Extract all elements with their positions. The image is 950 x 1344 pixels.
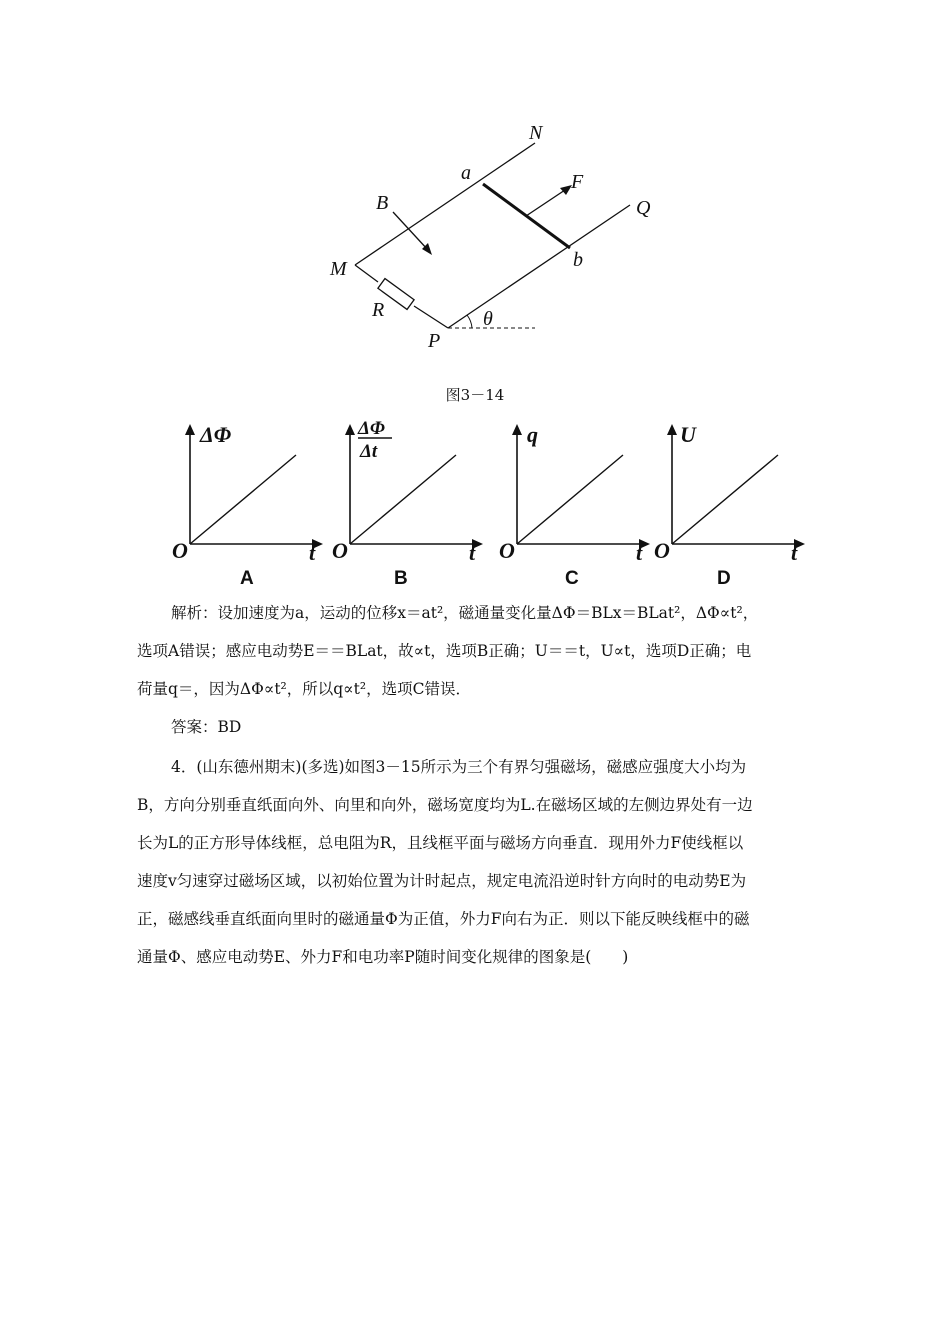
label-Q: Q — [636, 197, 651, 219]
analysis-line-3: 荷量q＝，因为ΔΦ∝t²，所以q∝t²，选项C错误． — [137, 680, 471, 698]
graph-c — [495, 420, 655, 590]
graph-d — [650, 420, 810, 590]
question-line-5: 正，磁感线垂直纸面向里时的磁通量Φ为正值，外力F向右为正．则以下能反映线框中的磁 — [137, 910, 750, 928]
figure-caption: 图3－14 — [445, 386, 505, 404]
graph-line — [517, 455, 623, 544]
question-line-3: 长为L的正方形导体线框，总电阻为R，且线框平面与磁场方向垂直．现用外力F使线框以 — [137, 834, 744, 852]
question-line-6: 通量Φ、感应电动势E、外力F和电功率P随时间变化规律的图象是( ) — [137, 948, 629, 966]
force-arrow — [526, 188, 568, 216]
origin-label: O — [499, 538, 515, 563]
analysis-line-2: 选项A错误；感应电动势E＝＝BLat，故∝t，选项B正确；U＝＝t，U∝t，选项D正确；电 — [137, 642, 752, 660]
question-line-4: 速度v匀速穿过磁场区域，以初始位置为计时起点，规定电流沿逆时针方向时的电动势E为 — [137, 872, 747, 890]
x-label: t — [469, 540, 476, 565]
wire-M-R — [355, 265, 378, 282]
graph-b — [328, 420, 488, 590]
analysis-block — [137, 594, 817, 746]
y-axis-arrow — [345, 424, 355, 435]
option-label: A — [240, 568, 254, 589]
x-label: t — [791, 540, 798, 565]
origin-label: O — [172, 538, 188, 563]
y-label-numerator: ΔΦ — [358, 420, 385, 439]
y-axis-arrow — [185, 424, 195, 435]
field-arrow — [393, 212, 428, 250]
x-label: t — [636, 540, 643, 565]
y-label: ΔΦ — [200, 422, 232, 447]
graph-line — [190, 455, 296, 544]
graph-line — [350, 455, 456, 544]
analysis-line-1: 解析：设加速度为a，运动的位移x＝at²，磁通量变化量ΔΦ＝BLx＝BLat²，ΔΦ∝t²， — [171, 604, 759, 622]
label-N: N — [529, 122, 543, 144]
question-line-1: 4．(山东德州期末)(多选)如图3－15所示为三个有界匀强磁场，磁感应强度大小均为 — [171, 758, 747, 776]
label-theta: θ — [483, 308, 493, 330]
label-M: M — [330, 258, 347, 280]
theta-arc — [467, 315, 472, 328]
y-label: q — [527, 422, 538, 447]
x-label: t — [309, 540, 316, 565]
origin-label: O — [332, 538, 348, 563]
wire-R-P — [414, 306, 448, 328]
label-B: B — [376, 192, 389, 214]
origin-label: O — [654, 538, 670, 563]
graph-a — [168, 420, 328, 590]
label-P: P — [428, 330, 441, 352]
question-line-2: B，方向分别垂直纸面向外、向里和向外，磁场宽度均为L.在磁场区域的左侧边界处有一边 — [137, 796, 753, 814]
y-label-denominator: Δt — [360, 441, 378, 462]
option-label: C — [565, 568, 579, 589]
label-a: a — [461, 162, 471, 184]
y-label: U — [680, 422, 696, 447]
graph-line — [672, 455, 778, 544]
option-label: B — [394, 568, 408, 589]
answer-line: 答案：BD — [171, 718, 242, 736]
option-label: D — [717, 568, 731, 589]
y-axis-arrow — [512, 424, 522, 435]
question-4-block — [137, 748, 817, 976]
label-R: R — [372, 299, 385, 321]
rails-diagram — [320, 115, 670, 355]
y-axis-arrow — [667, 424, 677, 435]
label-F: F — [571, 171, 584, 193]
label-b: b — [573, 249, 583, 271]
